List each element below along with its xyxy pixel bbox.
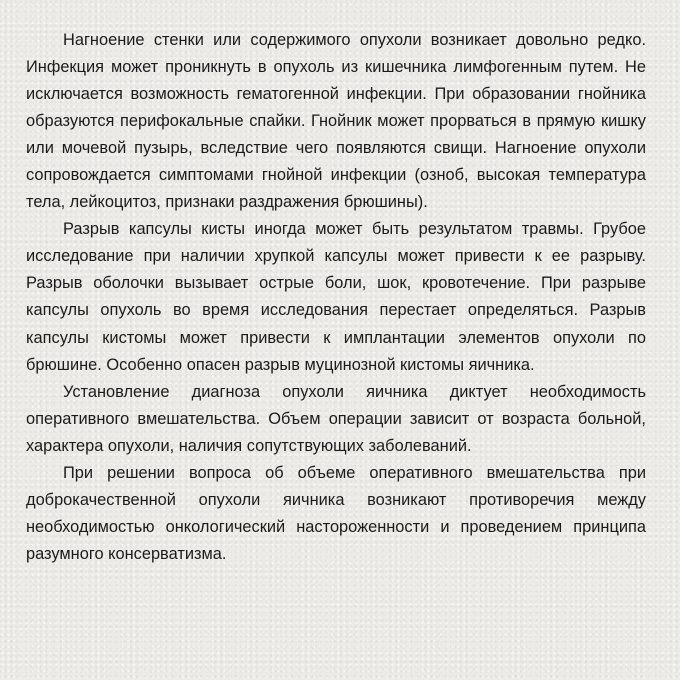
paragraph-diagnosis: Установление диагноза опухоли яичника диктует необходимость оперативного вмешательства. Объем операции зависит от возраста больной, характера опухоли, наличия сопутствующих заболеваний. [26, 382, 646, 455]
paragraph-suppuration: Нагноение стенки или содержимого опухоли возникает довольно редко. Инфекция может проникнуть в опухоль из кишечника лимфогенным путем. Не исключается возможность гематогенной инфекции. При образовании гнойника образуются перифокальные спайки. Гнойник может прорваться в прямую кишку или мочевой пузырь, вследствие чего появляются свищи. Нагноение опухоли сопровождается симптомами гнойной инфекции (озноб, высокая температура тела, лейкоцитоз, признаки раздражения брюшины). [26, 31, 646, 212]
paragraph-surgery-scope: При решении вопроса об объеме оперативного вмешательства при доброкачественной опухоли яичника возникают противоречия между необходимостью онкологический настороженности и проведением принципа разумного консерватизма. [26, 463, 646, 563]
document-body [26, 27, 646, 568]
paragraph-capsule-rupture: Разрыв капсулы кисты иногда может быть результатом травмы. Грубое исследование при наличии хрупкой капсулы может привести к ее разрыву. Разрыв оболочки вызывает острые боли, шок, кровотечение. При разрыве капсулы опухоль во время исследования перестает определяться. Разрыв капсулы кистомы может привести к имплантации элементов опухоли по брюшине. Особенно опасен разрыв муцинозной кистомы яичника. [26, 220, 646, 374]
